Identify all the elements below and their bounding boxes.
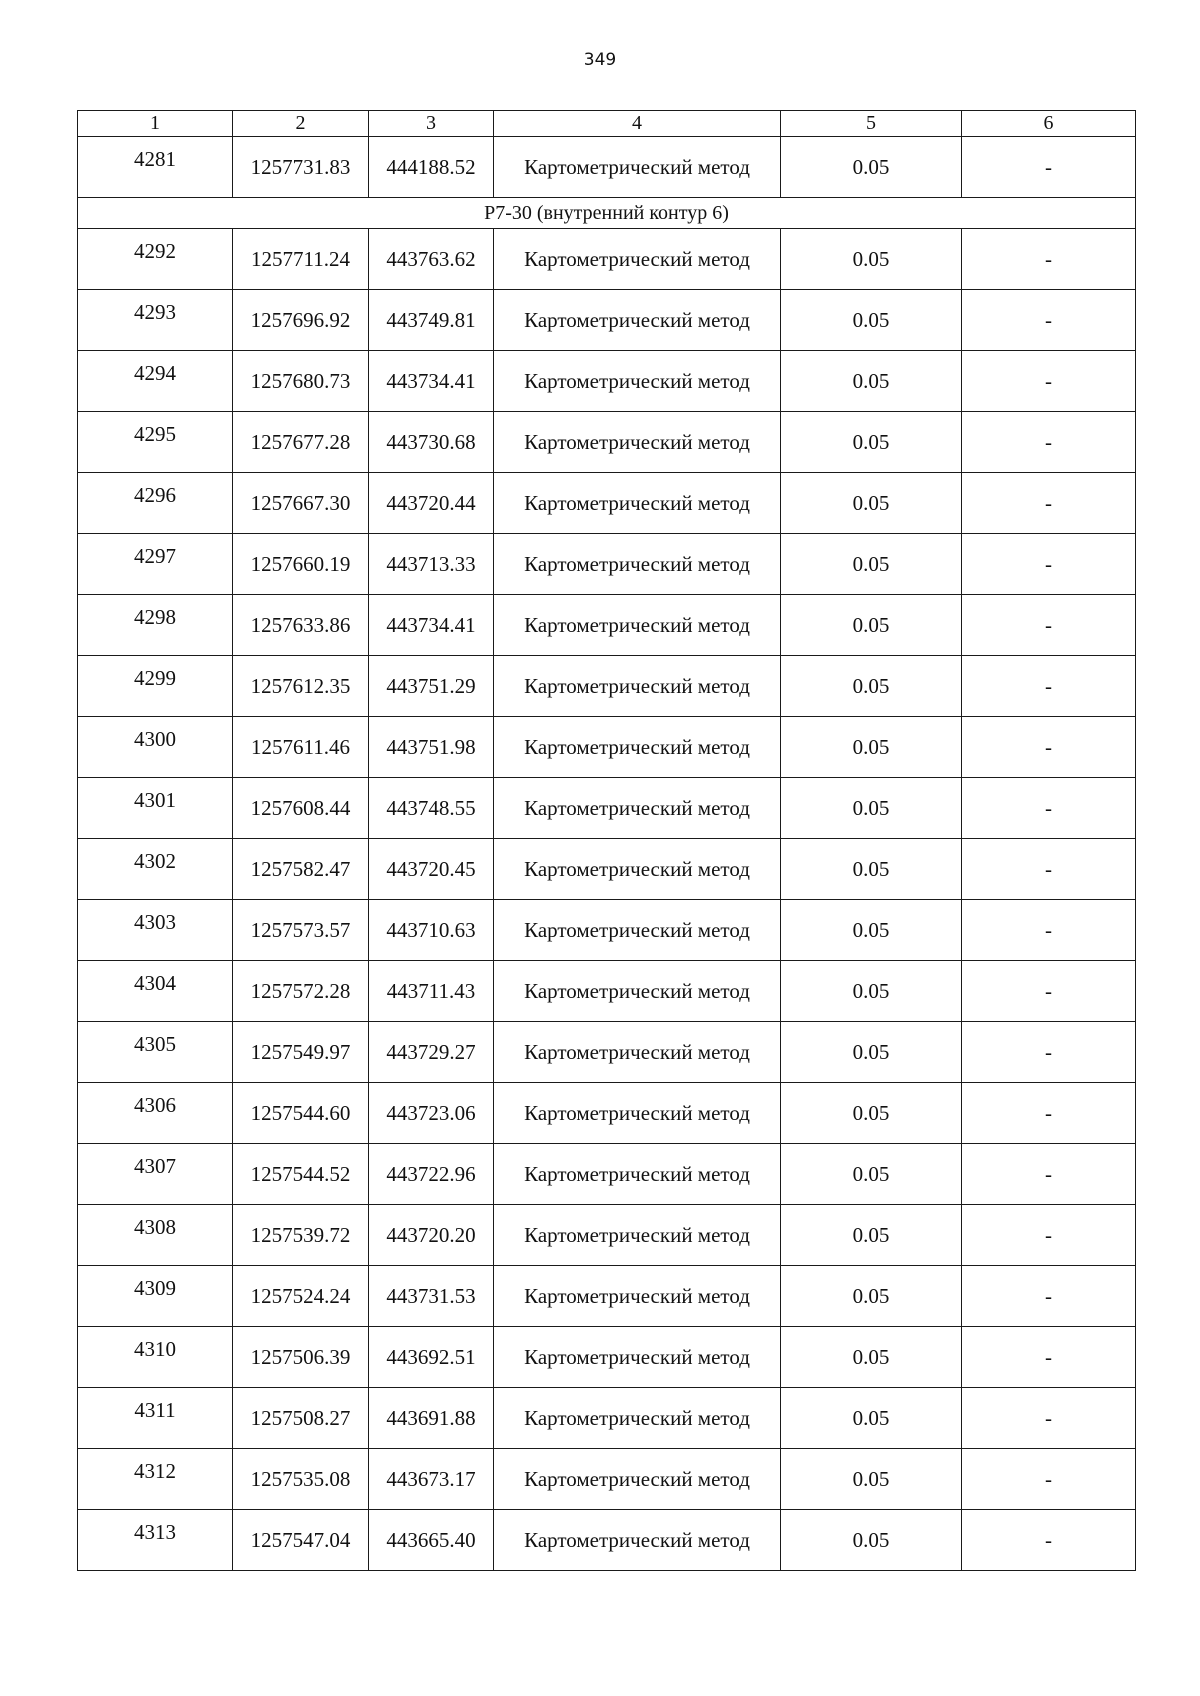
accuracy-cell: 0.05 <box>781 900 962 961</box>
column-number: 2 <box>233 111 369 137</box>
y-coordinate-cell: 443749.81 <box>369 290 494 351</box>
point-number-cell: 4305 <box>78 1022 233 1083</box>
table-row <box>78 412 1136 473</box>
point-number-cell: 4304 <box>78 961 233 1022</box>
accuracy-cell: 0.05 <box>781 351 962 412</box>
point-number-cell: 4313 <box>78 1510 233 1571</box>
accuracy-cell: 0.05 <box>781 412 962 473</box>
method-cell: Картометрический метод <box>494 137 781 198</box>
table-row <box>78 656 1136 717</box>
column-number: 6 <box>962 111 1136 137</box>
x-coordinate-cell: 1257612.35 <box>233 656 369 717</box>
y-coordinate-cell: 443763.62 <box>369 229 494 290</box>
x-coordinate-cell: 1257508.27 <box>233 1388 369 1449</box>
accuracy-cell: 0.05 <box>781 1510 962 1571</box>
point-number-cell: 4281 <box>78 137 233 198</box>
table-row <box>78 717 1136 778</box>
table-row <box>78 1022 1136 1083</box>
accuracy-cell: 0.05 <box>781 1388 962 1449</box>
table-row <box>78 778 1136 839</box>
column-number: 1 <box>78 111 233 137</box>
y-coordinate-cell: 443691.88 <box>369 1388 494 1449</box>
x-coordinate-cell: 1257608.44 <box>233 778 369 839</box>
y-coordinate-cell: 443665.40 <box>369 1510 494 1571</box>
method-cell: Картометрический метод <box>494 839 781 900</box>
point-number-cell: 4311 <box>78 1388 233 1449</box>
table-row <box>78 351 1136 412</box>
accuracy-cell: 0.05 <box>781 1449 962 1510</box>
x-coordinate-cell: 1257549.97 <box>233 1022 369 1083</box>
point-number-cell: 4303 <box>78 900 233 961</box>
note-cell: - <box>962 1083 1136 1144</box>
x-coordinate-cell: 1257696.92 <box>233 290 369 351</box>
method-cell: Картометрический метод <box>494 290 781 351</box>
table-row <box>78 1266 1136 1327</box>
note-cell: - <box>962 229 1136 290</box>
column-number: 4 <box>494 111 781 137</box>
method-cell: Картометрический метод <box>494 229 781 290</box>
x-coordinate-cell: 1257535.08 <box>233 1449 369 1510</box>
method-cell: Картометрический метод <box>494 1205 781 1266</box>
note-cell: - <box>962 900 1136 961</box>
table-row <box>78 1510 1136 1571</box>
table-row <box>78 229 1136 290</box>
table-row <box>78 1144 1136 1205</box>
note-cell: - <box>962 412 1136 473</box>
y-coordinate-cell: 444188.52 <box>369 137 494 198</box>
table-row <box>78 534 1136 595</box>
point-number-cell: 4301 <box>78 778 233 839</box>
method-cell: Картометрический метод <box>494 1144 781 1205</box>
x-coordinate-cell: 1257544.52 <box>233 1144 369 1205</box>
x-coordinate-cell: 1257611.46 <box>233 717 369 778</box>
method-cell: Картометрический метод <box>494 717 781 778</box>
x-coordinate-cell: 1257572.28 <box>233 961 369 1022</box>
x-coordinate-cell: 1257544.60 <box>233 1083 369 1144</box>
x-coordinate-cell: 1257506.39 <box>233 1327 369 1388</box>
note-cell: - <box>962 290 1136 351</box>
coordinates-table-body <box>78 111 1136 1571</box>
accuracy-cell: 0.05 <box>781 839 962 900</box>
accuracy-cell: 0.05 <box>781 1205 962 1266</box>
note-cell: - <box>962 473 1136 534</box>
point-number-cell: 4298 <box>78 595 233 656</box>
y-coordinate-cell: 443673.17 <box>369 1449 494 1510</box>
point-number-cell: 4309 <box>78 1266 233 1327</box>
note-cell: - <box>962 717 1136 778</box>
y-coordinate-cell: 443710.63 <box>369 900 494 961</box>
x-coordinate-cell: 1257667.30 <box>233 473 369 534</box>
table-row <box>78 1327 1136 1388</box>
method-cell: Картометрический метод <box>494 656 781 717</box>
accuracy-cell: 0.05 <box>781 229 962 290</box>
method-cell: Картометрический метод <box>494 412 781 473</box>
note-cell: - <box>962 595 1136 656</box>
point-number-cell: 4296 <box>78 473 233 534</box>
accuracy-cell: 0.05 <box>781 1083 962 1144</box>
table-row <box>78 839 1136 900</box>
accuracy-cell: 0.05 <box>781 656 962 717</box>
accuracy-cell: 0.05 <box>781 137 962 198</box>
y-coordinate-cell: 443730.68 <box>369 412 494 473</box>
table-row <box>78 290 1136 351</box>
y-coordinate-cell: 443720.20 <box>369 1205 494 1266</box>
y-coordinate-cell: 443692.51 <box>369 1327 494 1388</box>
accuracy-cell: 0.05 <box>781 717 962 778</box>
note-cell: - <box>962 137 1136 198</box>
note-cell: - <box>962 351 1136 412</box>
point-number-cell: 4302 <box>78 839 233 900</box>
y-coordinate-cell: 443720.44 <box>369 473 494 534</box>
y-coordinate-cell: 443723.06 <box>369 1083 494 1144</box>
point-number-cell: 4294 <box>78 351 233 412</box>
note-cell: - <box>962 1266 1136 1327</box>
table-row <box>78 137 1136 198</box>
x-coordinate-cell: 1257633.86 <box>233 595 369 656</box>
method-cell: Картометрический метод <box>494 1510 781 1571</box>
method-cell: Картометрический метод <box>494 778 781 839</box>
accuracy-cell: 0.05 <box>781 1022 962 1083</box>
table-row <box>78 900 1136 961</box>
note-cell: - <box>962 1327 1136 1388</box>
note-cell: - <box>962 656 1136 717</box>
point-number-cell: 4312 <box>78 1449 233 1510</box>
y-coordinate-cell: 443711.43 <box>369 961 494 1022</box>
x-coordinate-cell: 1257660.19 <box>233 534 369 595</box>
method-cell: Картометрический метод <box>494 1327 781 1388</box>
method-cell: Картометрический метод <box>494 1266 781 1327</box>
table-row <box>78 473 1136 534</box>
method-cell: Картометрический метод <box>494 1449 781 1510</box>
point-number-cell: 4299 <box>78 656 233 717</box>
section-title: Р7-30 (внутренний контур 6) <box>78 198 1136 229</box>
note-cell: - <box>962 1144 1136 1205</box>
x-coordinate-cell: 1257539.72 <box>233 1205 369 1266</box>
accuracy-cell: 0.05 <box>781 1327 962 1388</box>
y-coordinate-cell: 443751.98 <box>369 717 494 778</box>
point-number-cell: 4297 <box>78 534 233 595</box>
x-coordinate-cell: 1257573.57 <box>233 900 369 961</box>
column-number-row <box>78 111 1136 137</box>
table-row <box>78 595 1136 656</box>
method-cell: Картометрический метод <box>494 900 781 961</box>
table-row <box>78 1083 1136 1144</box>
accuracy-cell: 0.05 <box>781 290 962 351</box>
accuracy-cell: 0.05 <box>781 473 962 534</box>
y-coordinate-cell: 443713.33 <box>369 534 494 595</box>
x-coordinate-cell: 1257524.24 <box>233 1266 369 1327</box>
section-row <box>78 198 1136 229</box>
note-cell: - <box>962 1205 1136 1266</box>
method-cell: Картометрический метод <box>494 595 781 656</box>
note-cell: - <box>962 534 1136 595</box>
method-cell: Картометрический метод <box>494 1388 781 1449</box>
x-coordinate-cell: 1257677.28 <box>233 412 369 473</box>
y-coordinate-cell: 443722.96 <box>369 1144 494 1205</box>
point-number-cell: 4307 <box>78 1144 233 1205</box>
page-number: 349 <box>583 50 617 70</box>
accuracy-cell: 0.05 <box>781 1144 962 1205</box>
note-cell: - <box>962 1022 1136 1083</box>
method-cell: Картометрический метод <box>494 351 781 412</box>
y-coordinate-cell: 443734.41 <box>369 595 494 656</box>
method-cell: Картометрический метод <box>494 473 781 534</box>
table-row <box>78 961 1136 1022</box>
point-number-cell: 4308 <box>78 1205 233 1266</box>
point-number-cell: 4292 <box>78 229 233 290</box>
note-cell: - <box>962 839 1136 900</box>
note-cell: - <box>962 778 1136 839</box>
column-number: 5 <box>781 111 962 137</box>
y-coordinate-cell: 443731.53 <box>369 1266 494 1327</box>
y-coordinate-cell: 443748.55 <box>369 778 494 839</box>
point-number-cell: 4293 <box>78 290 233 351</box>
table-row <box>78 1449 1136 1510</box>
note-cell: - <box>962 961 1136 1022</box>
note-cell: - <box>962 1510 1136 1571</box>
y-coordinate-cell: 443751.29 <box>369 656 494 717</box>
accuracy-cell: 0.05 <box>781 595 962 656</box>
coordinates-table <box>77 110 1136 1571</box>
point-number-cell: 4306 <box>78 1083 233 1144</box>
note-cell: - <box>962 1449 1136 1510</box>
method-cell: Картометрический метод <box>494 1022 781 1083</box>
x-coordinate-cell: 1257680.73 <box>233 351 369 412</box>
x-coordinate-cell: 1257547.04 <box>233 1510 369 1571</box>
method-cell: Картометрический метод <box>494 1083 781 1144</box>
method-cell: Картометрический метод <box>494 534 781 595</box>
method-cell: Картометрический метод <box>494 961 781 1022</box>
column-number: 3 <box>369 111 494 137</box>
note-cell: - <box>962 1388 1136 1449</box>
point-number-cell: 4300 <box>78 717 233 778</box>
x-coordinate-cell: 1257582.47 <box>233 839 369 900</box>
table-row <box>78 1388 1136 1449</box>
y-coordinate-cell: 443734.41 <box>369 351 494 412</box>
y-coordinate-cell: 443720.45 <box>369 839 494 900</box>
accuracy-cell: 0.05 <box>781 778 962 839</box>
table-row <box>78 1205 1136 1266</box>
point-number-cell: 4295 <box>78 412 233 473</box>
x-coordinate-cell: 1257731.83 <box>233 137 369 198</box>
x-coordinate-cell: 1257711.24 <box>233 229 369 290</box>
accuracy-cell: 0.05 <box>781 1266 962 1327</box>
y-coordinate-cell: 443729.27 <box>369 1022 494 1083</box>
point-number-cell: 4310 <box>78 1327 233 1388</box>
accuracy-cell: 0.05 <box>781 534 962 595</box>
accuracy-cell: 0.05 <box>781 961 962 1022</box>
